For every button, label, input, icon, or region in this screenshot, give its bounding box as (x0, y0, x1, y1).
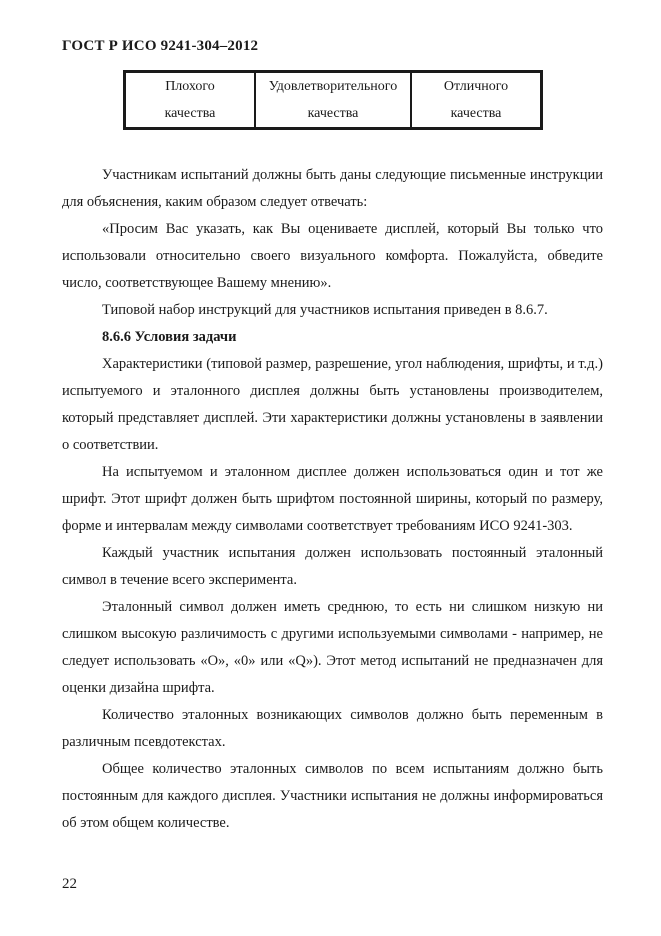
paragraph-total-count: Общее количество эталонных символов по всем испытаниям должно быть постоянным для каждого дисплея. Участники испытания не должны информироваться об этом общем количестве. (62, 761, 603, 831)
paragraph-font: На испытуемом и эталонном дисплее должен использоваться один и тот же шрифт. Этот шрифт должен быть шрифтом постоянной ширины, который по размеру, форме и интервалам между символами соответствует требованиям ИСО 9241-303. (62, 464, 603, 534)
cell-line: Отличного (443, 79, 509, 94)
paragraph-instructions-intro: Участникам испытаний должны быть даны следующие письменные инструкции для объяснения, каким образом следует отвечать: (62, 167, 603, 210)
cell-line: Плохого (165, 79, 215, 94)
document-header: ГОСТ Р ИСО 9241-304–2012 (62, 38, 259, 54)
cell-line: Удовлетворительного (268, 79, 398, 94)
rating-cell-poor (125, 72, 256, 129)
paragraph-instructions-ref: Типовой набор инструкций для участников испытания приведен в 8.6.7. (102, 302, 548, 318)
paragraph-characteristics: Характеристики (типовой размер, разрешение, угол наблюдения, шрифты, и т.д.) испытуемого и эталонного дисплея должны быть установлены производителем, который представляет дисплей. Эти характеристики должны установлены в заявлении о соответствии. (62, 356, 603, 453)
document-body (62, 162, 603, 837)
cell-line: качества (164, 106, 216, 121)
cell-line: качества (307, 106, 359, 121)
paragraph-symbol-count: Количество эталонных возникающих символов должно быть переменным в различным псевдотекстах. (62, 707, 603, 750)
rating-cell-excellent (411, 72, 542, 129)
cell-line: качества (450, 106, 502, 121)
paragraph-instructions-quote: «Просим Вас указать, как Вы оцениваете дисплей, который Вы только что использовали относительно своего визуального комфорта. Пожалуйста, обведите число, соответствующее Вашему мнению». (62, 221, 603, 291)
section-heading: 8.6.6 Условия задачи (102, 329, 237, 345)
paragraph-participant: Каждый участник испытания должен использовать постоянный эталонный символ в течение всего эксперимента. (62, 545, 603, 588)
rating-cell-satisfactory (255, 72, 411, 129)
rating-scale-table (123, 70, 543, 130)
page-number: 22 (62, 876, 77, 892)
paragraph-reference-symbol: Эталонный символ должен иметь среднюю, то есть ни слишком низкую ни слишком высокую различимость с другими используемыми символами - например, не следует использовать «О», «0» или «Q»). Этот метод испытаний не предназначен для оценки дизайна шрифта. (62, 599, 603, 696)
table-row (125, 72, 542, 129)
